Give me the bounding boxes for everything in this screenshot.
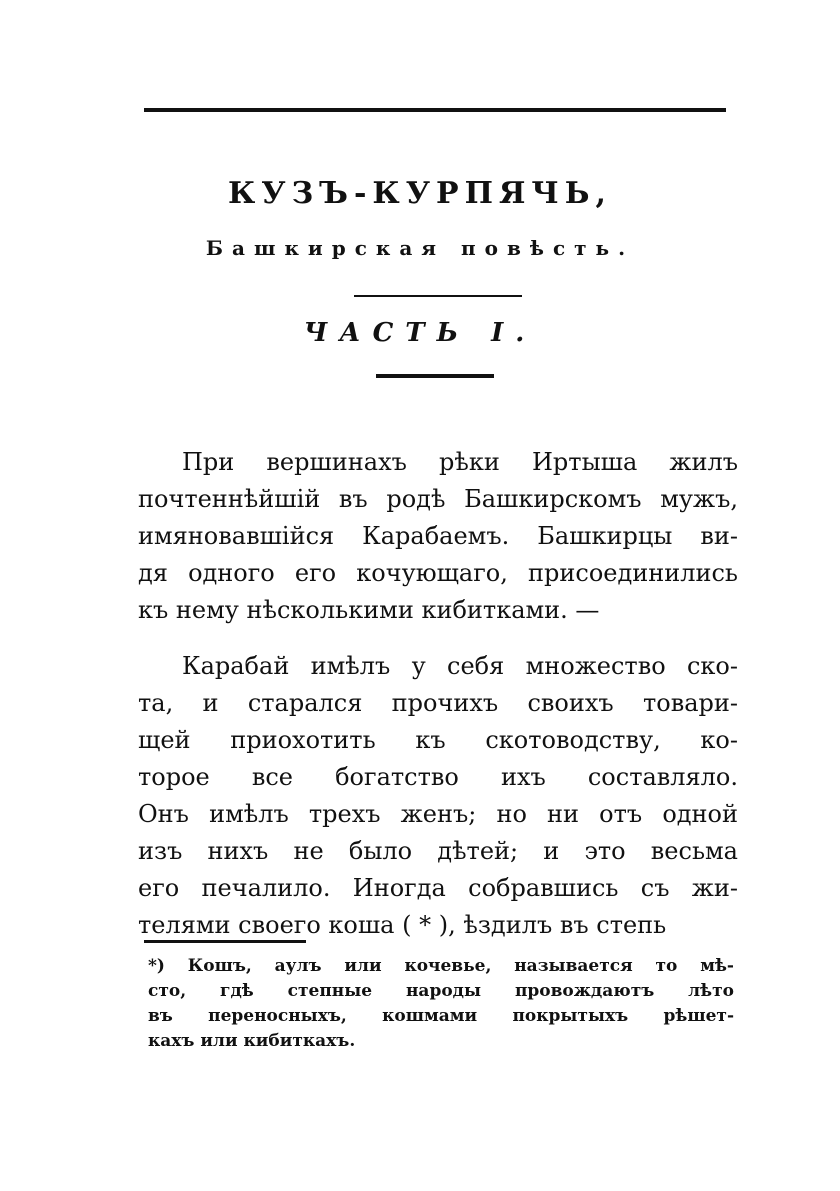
text-line: Карабай имѣлъ у себя множество ско- bbox=[182, 652, 738, 680]
text-line: къ нему нѣсколькими кибитками. — bbox=[138, 596, 600, 624]
paragraph-1 bbox=[138, 444, 738, 629]
text-line: дя одного его кочующаго, присоединились bbox=[138, 559, 738, 587]
footnote-line: *) Кошъ, аулъ или кочевье, называется то мѣ- bbox=[148, 956, 734, 976]
text-line: торое все богатство ихъ составляло. bbox=[138, 763, 738, 791]
part-divider bbox=[376, 374, 494, 378]
footnote-line: въ переносныхъ, кошмами покрытыхъ рѣшет- bbox=[148, 1006, 734, 1026]
title-divider bbox=[354, 295, 522, 297]
text-line: почтеннѣйшій въ родѣ Башкирскомъ мужъ, bbox=[138, 485, 738, 513]
text-line: изъ нихъ не было дѣтей; и это весьма bbox=[138, 837, 738, 865]
text-line: При вершинахъ рѣки Иртыша жилъ bbox=[182, 448, 738, 476]
part-heading: ЧАСТЬ I. bbox=[303, 318, 537, 348]
footnote-line: кахъ или кибиткахъ. bbox=[148, 1031, 356, 1051]
footnote-rule bbox=[144, 940, 306, 943]
text-line: та, и старался прочихъ своихъ товари- bbox=[138, 689, 738, 717]
paragraph-2 bbox=[138, 648, 738, 944]
footnote-line: сто, гдѣ степные народы провождаютъ лѣто bbox=[148, 981, 734, 1001]
text-line: имяновавшійся Карабаемъ. Башкирцы ви- bbox=[138, 522, 738, 550]
top-rule bbox=[144, 108, 726, 112]
text-line: его печалило. Иногда собравшись съ жи- bbox=[138, 874, 738, 902]
text-line: щей приохотить къ скотоводству, ко- bbox=[138, 726, 738, 754]
text-line: телями своего коша ( * ), ѣздилъ въ степь bbox=[138, 911, 667, 939]
page-subtitle: Башкирская повѣсть. bbox=[205, 236, 635, 260]
footnote bbox=[148, 954, 734, 1054]
page-title: КУЗЪ-КУРПЯЧЬ, bbox=[228, 176, 612, 211]
text-line: Онъ имѣлъ трехъ женъ; но ни отъ одной bbox=[138, 800, 738, 828]
